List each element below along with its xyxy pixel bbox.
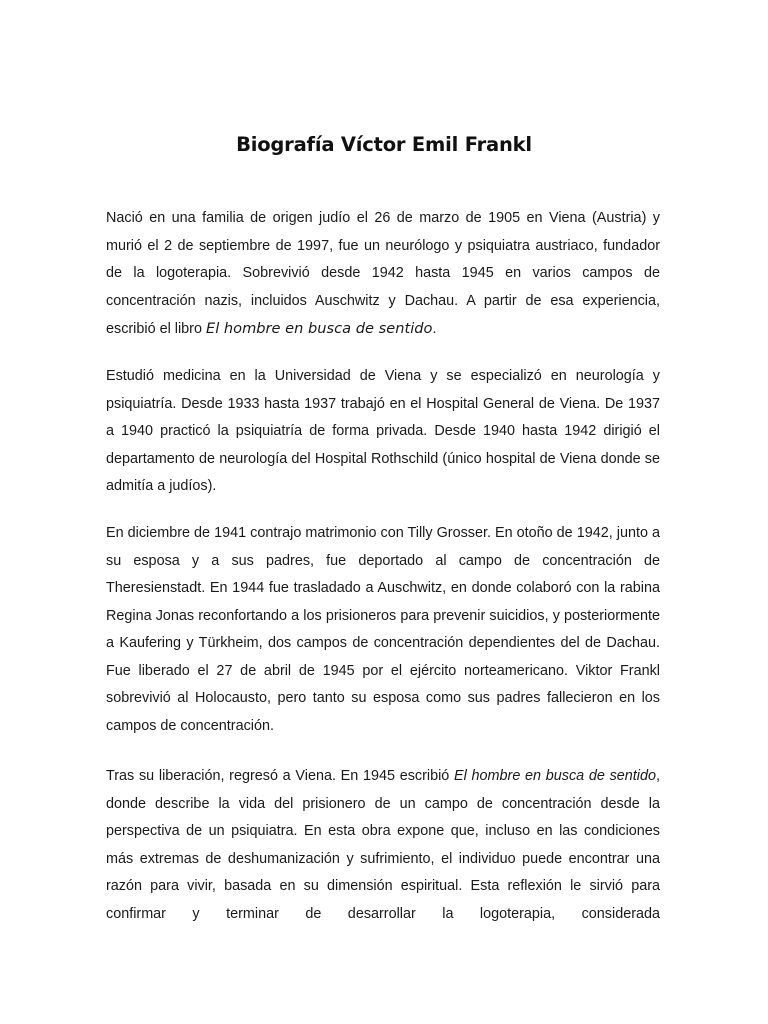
paragraph-4-text-end: , donde describe la vida del prisionero de un campo de concentración desde la perspectiva de un psiquiatra. En esta obra expone que, incluso en las condiciones más extremas de deshumanización y sufrimiento, el individuo puede encontrar una razón para vivir, basada en su dimensión espiritual. Esta reflexión le sirvió para confirmar y terminar de desarrollar la logoterapia, considerada <box>106 768 660 922</box>
paragraph-1-text-end: . <box>432 321 437 337</box>
paragraph-2 <box>106 363 660 501</box>
paragraph-4-text-start: Tras su liberación, regresó a Viena. En 1945 escribió <box>106 768 455 784</box>
paragraph-1-text <box>106 205 660 344</box>
paragraph-4 <box>106 763 660 928</box>
document-title: Biografía Víctor Emil Frankl <box>236 133 532 156</box>
paragraph-1 <box>106 205 660 344</box>
paragraph-1-text-start: Nació en una familia de origen judío el 26 de marzo de 1905 en Viena (Austria) y murió el 2 de septiembre de 1997, fue un neurólogo y psiquiatra austriaco, fundador de la logoterapia. Sobrevivió desde 1942 hasta 1945 en varios campos de concentración nazis, incluidos Auschwitz y Dachau. A partir de esa experiencia, escribió el libro <box>106 210 660 337</box>
paragraph-3-text: En diciembre de 1941 contrajo matrimonio con Tilly Grosser. En otoño de 1942, junto a su esposa y a sus padres, fue deportado al campo de concentración de Theresienstadt. En 1944 fue trasladado a Auschwitz, en donde colaboró con la rabina Regina Jonas reconfortando a los prisioneros para prevenir suicidios, y posteriormente a Kaufering y Türkheim, dos campos de concentración dependientes del de Dachau. Fue liberado el 27 de abril de 1945 por el ejército norteamericano. Viktor Frankl sobrevivió al Holocausto, pero tanto su esposa como sus padres fallecieron en los campos de concentración. <box>106 525 660 734</box>
book-title-italic: El hombre en busca de sentido <box>205 320 433 337</box>
paragraph-2-text: Estudió medicina en la Universidad de Viena y se especializó en neurología y psiquiatría. Desde 1933 hasta 1937 trabajó en el Hospital General de Viena. De 1937 a 1940 practicó la psiquiatría de forma privada. Desde 1940 hasta 1942 dirigió el departamento de neurología del Hospital Rothschild (único hospital de Viena donde se admitía a judíos). <box>106 368 660 494</box>
paragraph-3 <box>106 520 660 740</box>
paragraph-4-text <box>106 763 660 928</box>
book-title-italic-2: El hombre en busca de sentido <box>454 768 656 784</box>
